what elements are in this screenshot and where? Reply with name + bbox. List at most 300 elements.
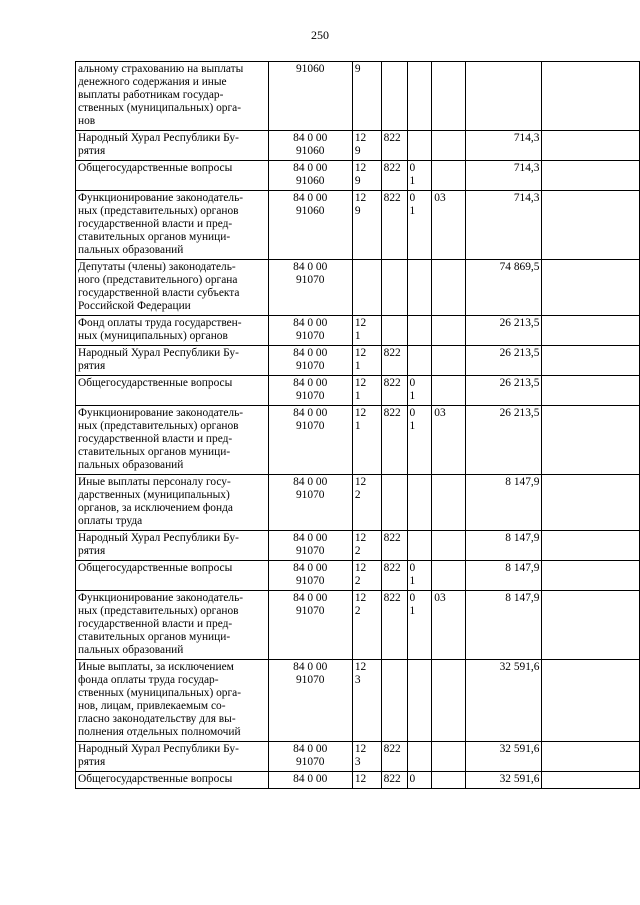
row-name-line: государственной власти и пред-	[78, 218, 233, 230]
ministry-code-cell	[381, 772, 407, 789]
section-cell	[407, 62, 432, 131]
target-article-line: 91070	[295, 420, 325, 432]
row-name-line: государственной власти субъекта	[78, 287, 240, 299]
target-article-line: 91070	[295, 674, 325, 686]
expense-type-line: 2	[354, 575, 361, 587]
target-article-line: 91060	[295, 175, 325, 187]
subsection-value	[434, 562, 463, 575]
ministry-code-cell	[381, 406, 407, 475]
subsection-value	[434, 261, 463, 274]
ministry-code-cell	[381, 316, 407, 346]
row-name-line: Депутаты (члены) законодатель-	[78, 261, 236, 273]
section-cell	[407, 406, 432, 475]
row-name-cell	[76, 742, 269, 772]
row-name-line: ставительных органов муници-	[78, 631, 231, 643]
note-cell	[542, 475, 640, 531]
row-name-line: рятия	[78, 756, 106, 768]
subsection-cell	[432, 406, 466, 475]
target-article-line: 84 0 00	[293, 407, 328, 419]
row-name-line: нов, лицам, привлекаемым со-	[78, 700, 226, 712]
amount-cell	[466, 376, 542, 406]
expense-type-line: 12	[354, 661, 367, 673]
section-line	[410, 661, 430, 674]
note-cell	[542, 660, 640, 742]
subsection-cell	[432, 316, 466, 346]
subsection-value	[434, 661, 463, 674]
amount-cell	[466, 406, 542, 475]
note-value	[544, 132, 637, 145]
row-name-line: Функционирование законодатель-	[78, 592, 244, 604]
row-name-line: выплаты работникам государ-	[78, 89, 224, 101]
row-name-cell	[76, 660, 269, 742]
row-name-line: ного (представительного) органа	[78, 274, 238, 286]
section-cell	[407, 191, 432, 260]
amount-value: 26 213,5	[499, 377, 540, 389]
subsection-value: 03	[434, 192, 446, 204]
expense-type-line: 3	[354, 756, 361, 768]
expense-type-cell	[352, 660, 381, 742]
section-line	[410, 132, 430, 145]
expense-type-cell	[352, 161, 381, 191]
target-article-cell	[268, 531, 352, 561]
amount-cell	[466, 161, 542, 191]
note-value	[544, 63, 637, 76]
expense-type-line: 9	[354, 145, 361, 157]
subsection-cell	[432, 191, 466, 260]
target-article-line: 84 0 00	[293, 347, 328, 359]
expense-type-line: 12	[354, 192, 367, 204]
expense-type-cell	[352, 591, 381, 660]
row-name-line: Народный Хурал Республики Бу-	[78, 132, 239, 144]
row-name-cell	[76, 346, 269, 376]
subsection-value	[434, 162, 463, 175]
target-article-cell	[268, 62, 352, 131]
expense-type-line: 12	[354, 162, 367, 174]
ministry-code-value	[384, 661, 405, 674]
ministry-code-value: 822	[383, 592, 401, 604]
table-row	[76, 346, 640, 376]
row-name-cell	[76, 406, 269, 475]
row-name-line: Фонд оплаты труда государствен-	[78, 317, 242, 329]
note-value	[544, 661, 637, 674]
table-row	[76, 131, 640, 161]
expense-type-cell	[352, 561, 381, 591]
row-name-line: пальных образований	[78, 244, 184, 256]
note-cell	[542, 62, 640, 131]
row-name-line: Общегосударственные вопросы	[78, 162, 233, 174]
ministry-code-cell	[381, 62, 407, 131]
amount-cell	[466, 742, 542, 772]
ministry-code-cell	[381, 131, 407, 161]
target-article-line: 84 0 00	[293, 261, 328, 273]
subsection-cell	[432, 660, 466, 742]
row-name-line: Российской Федерации	[78, 300, 191, 312]
note-cell	[542, 531, 640, 561]
target-article-cell	[268, 475, 352, 531]
section-line: 0	[409, 377, 416, 389]
expense-type-line: 12	[354, 407, 367, 419]
expense-type-line: 12	[354, 476, 367, 488]
expense-type-cell	[352, 772, 381, 789]
amount-value: 26 213,5	[499, 407, 540, 419]
table-row	[76, 531, 640, 561]
ministry-code-value: 822	[383, 743, 401, 755]
section-line: 1	[409, 420, 416, 432]
expense-type-line: 12	[354, 317, 367, 329]
amount-cell	[466, 772, 542, 789]
row-name-line: фонда оплаты труда государ-	[78, 674, 219, 686]
subsection-cell	[432, 62, 466, 131]
amount-cell	[466, 62, 542, 131]
expense-type-line: 1	[354, 330, 361, 342]
target-article-line: 91070	[295, 575, 325, 587]
target-article-line: 91060	[295, 145, 325, 157]
row-name-line: рятия	[78, 360, 106, 372]
note-cell	[542, 376, 640, 406]
row-name-cell	[76, 561, 269, 591]
section-line: 0	[409, 162, 416, 174]
subsection-value	[434, 63, 463, 76]
amount-value: 8 147,9	[505, 562, 540, 574]
amount-cell	[466, 591, 542, 660]
row-name-line: ставительных органов муници-	[78, 231, 231, 243]
table-row	[76, 161, 640, 191]
row-name-cell	[76, 531, 269, 561]
section-line: 0	[409, 773, 416, 785]
subsection-cell	[432, 260, 466, 316]
subsection-cell	[432, 742, 466, 772]
section-cell	[407, 161, 432, 191]
note-value	[544, 192, 637, 205]
note-cell	[542, 260, 640, 316]
row-name-line: Иные выплаты персоналу госу-	[78, 476, 231, 488]
note-value	[544, 743, 637, 756]
row-name-line: государственной власти и пред-	[78, 433, 233, 445]
target-article-line: 84 0 00	[293, 592, 328, 604]
row-name-line: дарственных (муниципальных)	[78, 489, 230, 501]
note-cell	[542, 161, 640, 191]
section-cell	[407, 660, 432, 742]
expense-type-cell	[352, 376, 381, 406]
subsection-value	[434, 317, 463, 330]
amount-value: 26 213,5	[499, 347, 540, 359]
subsection-value	[434, 377, 463, 390]
target-article-line: 91070	[295, 545, 325, 557]
amount-cell	[466, 191, 542, 260]
expense-type-line: 12	[354, 532, 367, 544]
section-line: 0	[409, 192, 416, 204]
target-article-line: 91070	[295, 330, 325, 342]
row-name-line: Функционирование законодатель-	[78, 407, 244, 419]
note-cell	[542, 131, 640, 161]
row-name-cell	[76, 62, 269, 131]
table-row	[76, 591, 640, 660]
expense-type-line: 12	[354, 347, 367, 359]
row-name-line: альному страхованию на выплаты	[78, 63, 244, 75]
amount-cell	[466, 346, 542, 376]
subsection-value	[434, 476, 463, 489]
target-article-line: 91060	[295, 63, 325, 75]
ministry-code-value: 822	[383, 162, 401, 174]
section-cell	[407, 772, 432, 789]
expense-type-cell	[352, 406, 381, 475]
section-line: 0	[409, 562, 416, 574]
ministry-code-cell	[381, 561, 407, 591]
subsection-value: 03	[434, 592, 446, 604]
amount-cell	[466, 531, 542, 561]
target-article-line: 91070	[295, 274, 325, 286]
target-article-cell	[268, 742, 352, 772]
expense-type-line: 12	[354, 592, 367, 604]
row-name-line: государственной власти и пред-	[78, 618, 233, 630]
subsection-cell	[432, 531, 466, 561]
subsection-value	[434, 743, 463, 756]
section-line: 1	[409, 175, 416, 187]
budget-table	[75, 61, 640, 789]
target-article-line: 84 0 00	[293, 773, 328, 785]
section-line: 0	[409, 407, 416, 419]
note-value	[544, 562, 637, 575]
amount-value: 714,3	[513, 132, 540, 144]
target-article-cell	[268, 406, 352, 475]
note-cell	[542, 316, 640, 346]
amount-value: 8 147,9	[505, 532, 540, 544]
table-row	[76, 376, 640, 406]
amount-value: 26 213,5	[499, 317, 540, 329]
table-row	[76, 561, 640, 591]
ministry-code-value	[384, 476, 405, 489]
amount-cell	[466, 260, 542, 316]
amount-value: 32 591,6	[499, 661, 540, 673]
row-name-cell	[76, 376, 269, 406]
ministry-code-value: 822	[383, 132, 401, 144]
row-name-line: Общегосударственные вопросы	[78, 562, 233, 574]
section-line	[410, 261, 430, 274]
target-article-cell	[268, 346, 352, 376]
target-article-line: 84 0 00	[293, 377, 328, 389]
section-line	[410, 63, 430, 76]
target-article-cell	[268, 316, 352, 346]
ministry-code-cell	[381, 191, 407, 260]
note-value	[544, 347, 637, 360]
section-cell	[407, 561, 432, 591]
section-cell	[407, 346, 432, 376]
target-article-cell	[268, 660, 352, 742]
table-row	[76, 475, 640, 531]
note-value	[544, 261, 637, 274]
section-cell	[407, 742, 432, 772]
target-article-line: 84 0 00	[293, 532, 328, 544]
ministry-code-value: 822	[383, 192, 401, 204]
subsection-value	[434, 532, 463, 545]
row-name-cell	[76, 191, 269, 260]
expense-type-cell	[352, 316, 381, 346]
subsection-cell	[432, 591, 466, 660]
ministry-code-cell	[381, 591, 407, 660]
note-cell	[542, 346, 640, 376]
expense-type-line: 12	[354, 773, 367, 785]
section-line	[410, 743, 430, 756]
row-name-cell	[76, 475, 269, 531]
subsection-value	[434, 347, 463, 360]
ministry-code-value	[384, 63, 405, 76]
note-value	[544, 377, 637, 390]
amount-cell	[466, 316, 542, 346]
row-name-line: ных (представительных) органов	[78, 205, 239, 217]
row-name-cell	[76, 316, 269, 346]
target-article-cell	[268, 376, 352, 406]
note-value	[544, 476, 637, 489]
row-name-line: пальных образований	[78, 459, 184, 471]
row-name-line: ставительных органов муници-	[78, 446, 231, 458]
subsection-value	[434, 773, 463, 786]
row-name-line: гласно законодательству для вы-	[78, 713, 236, 725]
amount-cell	[466, 561, 542, 591]
note-cell	[542, 772, 640, 789]
subsection-cell	[432, 772, 466, 789]
table-row	[76, 191, 640, 260]
section-cell	[407, 475, 432, 531]
section-line	[410, 476, 430, 489]
ministry-code-cell	[381, 531, 407, 561]
expense-type-cell	[352, 742, 381, 772]
amount-value: 714,3	[513, 192, 540, 204]
target-article-line: 91070	[295, 390, 325, 402]
section-line: 0	[409, 592, 416, 604]
target-article-cell	[268, 191, 352, 260]
expense-type-line: 12	[354, 743, 367, 755]
row-name-line: ственных (муниципальных) орга-	[78, 102, 241, 114]
row-name-line: Общегосударственные вопросы	[78, 377, 233, 389]
subsection-cell	[432, 161, 466, 191]
subsection-cell	[432, 475, 466, 531]
ministry-code-value	[384, 317, 405, 330]
target-article-line: 84 0 00	[293, 132, 328, 144]
note-value	[544, 407, 637, 420]
table-row	[76, 742, 640, 772]
row-name-line: Народный Хурал Республики Бу-	[78, 743, 239, 755]
target-article-cell	[268, 260, 352, 316]
target-article-cell	[268, 161, 352, 191]
table-row	[76, 260, 640, 316]
target-article-cell	[268, 772, 352, 789]
table-row	[76, 772, 640, 789]
row-name-line: органов, за исключением фонда	[78, 502, 233, 514]
expense-type-line: 2	[354, 605, 361, 617]
row-name-line: Функционирование законодатель-	[78, 192, 244, 204]
amount-value	[468, 63, 539, 76]
expense-type-line: 2	[354, 489, 361, 501]
expense-type-cell	[352, 191, 381, 260]
row-name-line: рятия	[78, 545, 106, 557]
target-article-cell	[268, 561, 352, 591]
note-cell	[542, 591, 640, 660]
target-article-line: 91070	[295, 489, 325, 501]
ministry-code-value: 822	[383, 562, 401, 574]
row-name-line: ственных (муниципальных) орга-	[78, 687, 241, 699]
table-row	[76, 316, 640, 346]
note-cell	[542, 406, 640, 475]
ministry-code-cell	[381, 161, 407, 191]
target-article-line: 84 0 00	[293, 476, 328, 488]
note-cell	[542, 561, 640, 591]
row-name-cell	[76, 161, 269, 191]
expense-type-cell	[352, 346, 381, 376]
row-name-line: ных (муниципальных) органов	[78, 330, 228, 342]
ministry-code-value: 822	[383, 347, 401, 359]
target-article-cell	[268, 591, 352, 660]
amount-value: 8 147,9	[505, 592, 540, 604]
table-row	[76, 62, 640, 131]
ministry-code-value: 822	[383, 532, 401, 544]
expense-type-line: 1	[354, 390, 361, 402]
amount-value: 74 869,5	[499, 261, 540, 273]
row-name-line: Общегосударственные вопросы	[78, 773, 233, 785]
ministry-code-value: 822	[383, 407, 401, 419]
target-article-line: 84 0 00	[293, 743, 328, 755]
ministry-code-cell	[381, 376, 407, 406]
row-name-cell	[76, 591, 269, 660]
expense-type-line: 12	[354, 132, 367, 144]
amount-value: 32 591,6	[499, 743, 540, 755]
table-row	[76, 406, 640, 475]
table-row	[76, 660, 640, 742]
row-name-line: рятия	[78, 145, 106, 157]
target-article-line: 91070	[295, 756, 325, 768]
expense-type-cell	[352, 531, 381, 561]
expense-type-cell	[352, 131, 381, 161]
ministry-code-value	[384, 261, 405, 274]
ministry-code-cell	[381, 660, 407, 742]
note-cell	[542, 191, 640, 260]
subsection-cell	[432, 561, 466, 591]
subsection-cell	[432, 131, 466, 161]
row-name-line: оплаты труда	[78, 515, 143, 527]
row-name-line: денежного содержания и иные	[78, 76, 227, 88]
subsection-value: 03	[434, 407, 446, 419]
ministry-code-value: 822	[383, 377, 401, 389]
target-article-cell	[268, 131, 352, 161]
row-name-line: Народный Хурал Республики Бу-	[78, 532, 239, 544]
amount-value: 8 147,9	[505, 476, 540, 488]
page-number: 250	[311, 28, 329, 42]
section-line: 1	[409, 605, 416, 617]
section-line	[410, 317, 430, 330]
row-name-line: ных (представительных) органов	[78, 605, 239, 617]
row-name-line: Иные выплаты, за исключением	[78, 661, 234, 673]
section-cell	[407, 376, 432, 406]
note-value	[544, 592, 637, 605]
ministry-code-value: 822	[383, 773, 401, 785]
expense-type-line: 1	[354, 420, 361, 432]
amount-value: 714,3	[513, 162, 540, 174]
section-cell	[407, 131, 432, 161]
subsection-cell	[432, 376, 466, 406]
section-line: 1	[409, 575, 416, 587]
expense-type-line: 1	[354, 360, 361, 372]
row-name-cell	[76, 260, 269, 316]
expense-type-line: 12	[354, 377, 367, 389]
subsection-value	[434, 132, 463, 145]
expense-type-line	[355, 261, 379, 274]
expense-type-line: 12	[354, 562, 367, 574]
row-name-line: нов	[78, 115, 96, 127]
row-name-cell	[76, 772, 269, 789]
target-article-line: 91060	[295, 205, 325, 217]
expense-type-line: 9	[354, 175, 361, 187]
note-value	[544, 317, 637, 330]
row-name-line: Народный Хурал Республики Бу-	[78, 347, 239, 359]
